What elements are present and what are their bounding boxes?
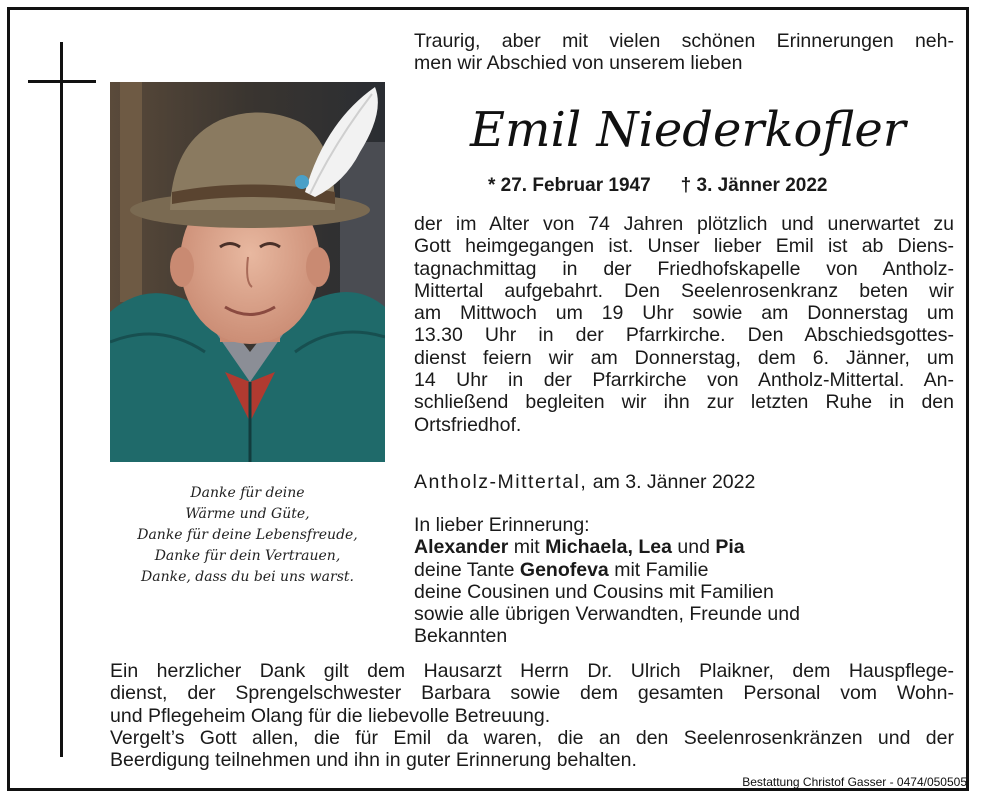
body-line: 14 Uhr in der Pfarrkirche von Antholz-Mittertal. An-: [414, 369, 954, 392]
thanks-section: [110, 660, 954, 771]
mourners-line: [414, 559, 954, 581]
intro-line: Traurig, aber mit vielen schönen Erinnerungen neh-: [414, 30, 954, 52]
mourners-list: [414, 514, 954, 648]
intro-text: [414, 30, 954, 75]
poem-line: Danke für deine Lebensfreude,: [137, 527, 358, 543]
place-name: Antholz-Mittertal,: [414, 471, 588, 493]
body-line: am Mittwoch um 19 Uhr sowie am Donnerstag um: [414, 302, 954, 325]
announcement-body: [414, 213, 954, 436]
poem-line: Danke, dass du bei uns warst.: [141, 569, 354, 585]
mourner-name: Alexander: [414, 536, 509, 559]
place-date: [414, 471, 755, 493]
poem-line: Wärme und Güte,: [185, 506, 310, 522]
memory-heading: In lieber Erinnerung:: [414, 514, 590, 536]
mourner-name: Genofeva: [519, 558, 609, 581]
cross-icon: [60, 42, 63, 757]
body-line: dienst feiern wir am Donnerstag, dem 6. Jänner, um: [414, 346, 954, 369]
thanks-line: Vergelt’s Gott allen, die für Emil da waren, die an den Seelenrosenkränzen und der: [110, 726, 954, 749]
thanks-line: und Pflegeheim Olang für die liebevolle Betreuung.: [110, 704, 551, 727]
mourner-connector: und: [677, 536, 710, 559]
thanks-line: dienst, der Sprengelschwester Barbara sowie dem gesamten Personal vom Wohn-: [110, 682, 954, 705]
intro-line: men wir Abschied von unserem lieben: [414, 52, 743, 75]
deceased-name: Emil Niederkofler: [470, 102, 906, 158]
funeral-home-footer: Bestattung Christof Gasser - 0474/050505: [742, 775, 967, 789]
mourner-name: Michaela, Lea: [545, 536, 672, 559]
mourner-name: Pia: [715, 536, 745, 559]
mourner-relation: mit Familie: [614, 558, 709, 581]
mourner-relation: deine Tante: [414, 558, 515, 581]
portrait-photo: [110, 82, 385, 462]
body-line: schließend begleiten wir ihn zur letzten Ruhe in den: [414, 391, 954, 414]
mourners-line: sowie alle übrigen Verwandten, Freunde und: [414, 603, 800, 626]
body-line: 13.30 Uhr in der Pfarrkirche. Den Abschiedsgottes-: [414, 324, 954, 347]
mourners-line: [414, 536, 954, 558]
body-line: Mittertal aufgebahrt. Den Seelenrosenkranz beten wir: [414, 279, 954, 302]
body-line: Ortsfriedhof.: [414, 413, 522, 436]
life-dates: [488, 175, 827, 197]
body-line: tagnachmittag in der Friedhofskapelle von Antholz-: [414, 257, 954, 280]
body-line: der im Alter von 74 Jahren plötzlich und unerwartet zu: [414, 213, 954, 235]
poem-line: Danke für deine: [190, 485, 305, 501]
death-date: † 3. Jänner 2022: [680, 175, 828, 196]
mourners-line: Bekannten: [414, 625, 508, 648]
mourner-connector: mit: [513, 536, 540, 559]
body-line: Gott heimgegangen ist. Unser lieber Emil ist ab Diens-: [414, 235, 954, 258]
thanks-line: Beerdigung teilnehmen und ihn in guter Erinnerung behalten.: [110, 749, 637, 772]
birth-date: * 27. Februar 1947: [488, 175, 651, 196]
thanks-line: Ein herzlicher Dank gilt dem Hausarzt Herrn Dr. Ulrich Plaikner, dem Hauspflege-: [110, 660, 954, 682]
poem-line: Danke für dein Vertrauen,: [154, 548, 341, 564]
notice-date: am 3. Jänner 2022: [592, 471, 756, 493]
memorial-poem: [110, 483, 385, 588]
mourners-line: deine Cousinen und Cousins mit Familien: [414, 580, 774, 603]
cross-icon-bar: [28, 80, 96, 83]
